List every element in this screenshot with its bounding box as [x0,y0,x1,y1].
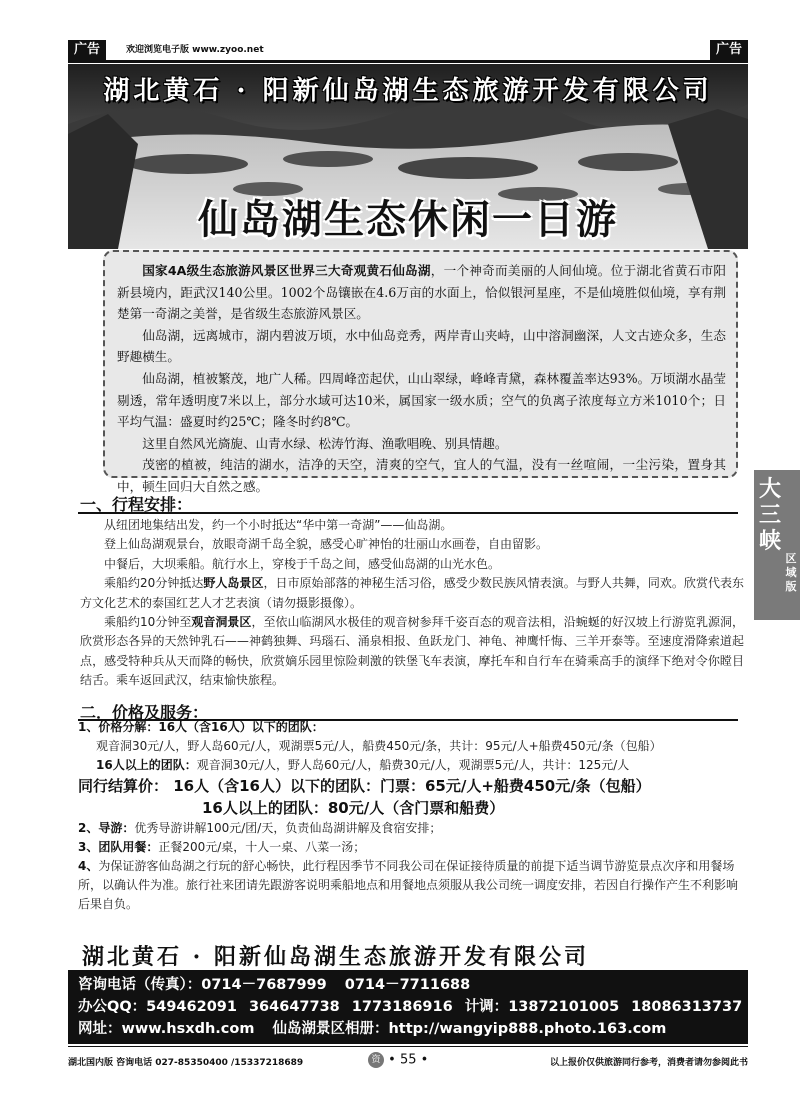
intro-paragraph: 仙岛湖，远离城市，湖内碧波万顷，水中仙岛竞秀，两岸青山夹峙，山中溶洞幽深，人文古迹众多，生态野趣横生。 [117,327,726,365]
phone-2: 0714－7711688 [344,977,471,993]
footer-divider [68,1046,748,1047]
intro-paragraph: 茂密的植被，纯洁的湖水，洁净的天空，清爽的空气，宜人的气温，没有一丝喧闹，一尘污染，置身其中，顿生回归大自然之感。 [117,457,726,494]
itinerary-paragraph: 中餐后，大坝乘船。航行水上，穿梭于千岛之间，感受仙岛湖的山光水色。 [104,556,501,571]
contact-web-row: 网址：www.hsxdh.com 仙岛湖景区相册：http://wangyip888.photo.163.com [78,1021,667,1037]
price-item-3: 3、团队用餐：正餐200元/桌，十人一桌、八菜一汤； [78,840,366,854]
page-number: 资 • 55 • [368,1052,428,1068]
company-name-bottom: 湖北黄石 · 阳新仙岛湖生态旅游开发有限公司 [82,944,589,970]
settle-price-line-1: 同行结算价： 16人（含16人）以下的团队：门票：65元/人+船费450元/条（包船） [78,777,651,795]
qq-3: 1773186916 [351,999,453,1015]
footer-left-text: 湖北国内版 咨询电话 027-85350400 /15337218689 [68,1058,304,1068]
side-tab-sub: 区域版 [785,552,797,593]
contact-qq-row: 办公QQ：549462091 364647738 1773186916 计调：13872101005 18086313737 [78,999,743,1015]
mobile-2: 18086313737 [631,999,743,1015]
pricing-heading: 二．价格及服务： [80,703,209,722]
intro-paragraph: 这里自然风光旖旎、山青水绿、松涛竹海、渔歌唱晚、别具情趣。 [142,435,508,451]
ad-tag-left: 广告 [68,40,106,60]
itinerary-body [80,516,744,691]
phone-1: 0714－7687999 [201,977,327,993]
pricing-body [78,718,748,914]
qq-2: 364647738 [248,999,340,1015]
settle-price-line-2: 16人以上的团队：80元/人（含门票和船费） [202,799,505,817]
tour-title: 仙岛湖生态休闲一日游 [198,197,618,243]
intro-paragraph: 国家4A级生态旅游风景区世界三大奇观黄石仙岛湖，一个神奇而美丽的人间仙境。位于湖北省黄石市阳新县境内，距武汉140公里。1002个岛镶嵌在4.6万亩的水面上，恰似银河星座，不是仙境胜似仙境，享有荆楚第一奇湖之美誉，是省级生态旅游风景区。 [117,263,727,322]
intro-lead: 国家4A级生态旅游风景区世界三大奇观黄石仙岛湖 [142,263,431,278]
itinerary-paragraph: 登上仙岛湖观景台，放眼奇湖千岛全貌，感受心旷神怡的壮丽山水画卷，自由留影。 [104,537,549,552]
contact-phone-row: 咨询电话（传真）：0714－7687999 0714－7711688 [78,977,471,993]
price-item-4: 4、为保证游客仙岛湖之行玩的舒心畅快，此行程因季节不同我公司在保证接待质量的前提下适当调节游览景点次序和用餐场所，以确认件为准。旅行社来团请先跟游客说明乘船地点和用餐地点须服从我公司统一调度安排，若因自行操作产生不利影响后果自负。 [78,859,739,911]
itinerary-paragraph: 从纽团地集结出发，约一个小时抵达“华中第一奇湖”——仙岛湖。 [104,518,453,532]
itinerary-paragraph: 乘船约20分钟抵达野人岛景区，日市原始部落的神秘生活习俗，感受少数民族风情表演。与野人共舞，同欢。欣赏代表东方文化艺术的泰国红艺人才艺表演（请勿摄影摄像）。 [80,576,744,610]
price-item-1-head: 1、价格分解：16人（含16人）以下的团队： [78,720,324,734]
itinerary-divider [78,512,738,514]
banner [68,64,748,249]
itinerary-heading: 一、行程安排： [80,495,193,514]
badge-icon: 资 [368,1052,384,1068]
company-name-top: 湖北黄石 · 阳新仙岛湖生态旅游开发有限公司 [103,76,713,106]
intro-box [103,250,738,494]
intro-paragraph: 仙岛湖，植被繁茂，地广人稀。四周峰峦起伏，山山翠绿，峰峰青黛，森林覆盖率达93%。万顷湖水晶莹剔透，常年透明度7米以上，部分水域可达10米，属国家一级水质；空气的负离子浓度每立方米1010个；日平均气温：盛夏时约25℃；隆冬时约8℃。 [117,370,726,430]
price-item-1b: 16人以上的团队：观音洞30元/人，野人岛60元/人，船费30元/人，观湖票5元/人，共计：125元/人 [96,758,630,772]
footer [68,1052,748,1070]
price-item-1-line: 观音洞30元/人，野人岛60元/人，观湖票5元/人，船费450元/条，共计：95元/人+船费450元/条（包船） [96,739,662,753]
top-divider [68,60,748,63]
top-bar [68,40,748,60]
welcome-text: 欢迎浏览电子版 www.zyoo.net [126,45,264,55]
contact-bar [68,970,748,1044]
itinerary-paragraph: 乘船约10分钟至观音洞景区，至依山临湖风水极佳的观音树参拜千姿百态的观音法相，沿蜿蜒的好汉坡上行游览乳源洞，欣赏形态各异的天然钟乳石——神鹤独舞、玛瑙石、涌泉相报、鱼跃龙门、神龟、神鹰忏悔、三羊开泰等。至速度滑降索道起点，感受特种兵从天而降的畅快，欣赏嫡乐园里惊险刺激的铁堡飞车表演，摩托车和自行车在骑乘高手的演绎下绝对令你瞠目结舌。乘车返回武汉，结束愉快旅程。 [80,615,744,688]
website-link[interactable]: www.hsxdh.com [121,1021,255,1037]
qq-1: 549462091 [146,999,237,1015]
ad-tag-right: 广告 [710,40,748,60]
price-item-2: 2、导游：优秀导游讲解100元/团/天，负责仙岛湖讲解及食宿安排； [78,821,442,835]
region-side-tab [754,470,800,620]
footer-right-text: 以上报价仅供旅游同行参考，消费者请勿参阅此书 [549,1058,748,1068]
side-tab-main: 大三峡 [758,476,781,554]
album-link[interactable]: http://wangyip888.photo.163.com [388,1021,667,1037]
mobile-1: 13872101005 [508,999,620,1015]
